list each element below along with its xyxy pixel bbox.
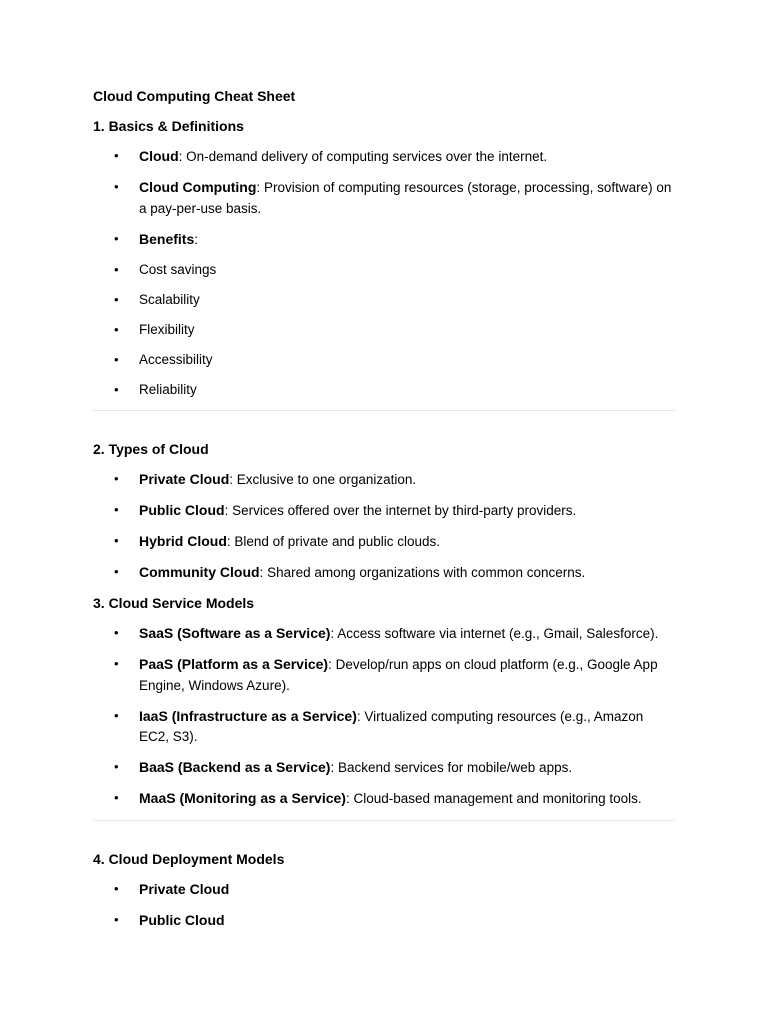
bullet-icon: • (114, 533, 119, 548)
list-item (93, 562, 675, 584)
list-item (93, 469, 675, 491)
list-item (93, 350, 675, 371)
bullet-icon: • (114, 759, 119, 774)
deployment-models-list (93, 879, 675, 932)
list-item (93, 531, 675, 553)
list-item (93, 260, 675, 281)
item-separator: : (356, 708, 365, 724)
item-description: Shared among organizations with common concerns. (267, 565, 586, 580)
bullet-icon: • (114, 291, 119, 307)
bullet-icon: • (114, 381, 119, 397)
item-separator: : (345, 791, 354, 806)
section-divider (93, 820, 675, 821)
item-term: Community Cloud (139, 564, 260, 580)
item-term: Benefits (139, 230, 195, 247)
bullet-icon: • (114, 707, 119, 723)
item-term: Hybrid Cloud (139, 533, 227, 549)
item-description: On-demand delivery of computing services over the internet. (186, 149, 548, 164)
list-item (93, 146, 675, 168)
item-separator: : (224, 503, 233, 518)
item-term: PaaS (Platform as a Service) (139, 656, 329, 672)
item-description: Virtualized computing resources (e.g., Amazon EC2, S3). (139, 708, 644, 744)
item-description: Cost savings (139, 261, 217, 277)
item-term: Public Cloud (139, 502, 225, 518)
list-item (93, 623, 675, 645)
list-item (93, 706, 675, 748)
list-item (93, 879, 675, 901)
item-separator: : (328, 657, 336, 672)
item-description: Scalability (139, 291, 200, 307)
list-item (93, 320, 675, 341)
item-term: MaaS (Monitoring as a Service) (139, 790, 346, 806)
list-item (93, 500, 675, 522)
item-description: Develop/run apps on cloud platform (e.g., Google App Engine, Windows Azure). (139, 657, 658, 693)
item-term: Cloud Computing (139, 179, 257, 195)
bullet-icon: • (114, 321, 119, 337)
item-term: IaaS (Infrastructure as a Service) (139, 707, 357, 724)
item-description: Access software via internet (e.g., Gmail, Salesforce). (337, 626, 659, 641)
item-description: Cloud-based management and monitoring tools. (353, 791, 642, 806)
item-term: Private Cloud (139, 471, 230, 487)
item-term: Private Cloud (139, 880, 230, 897)
bullet-icon: • (114, 230, 119, 246)
basics-list (93, 146, 675, 400)
list-item (93, 380, 675, 401)
list-item (93, 177, 675, 219)
list-item (93, 290, 675, 311)
bullet-icon: • (114, 261, 119, 277)
section-divider (93, 410, 675, 411)
item-separator: : (194, 231, 198, 247)
item-description: Provision of computing resources (storage, processing, software) on a pay-per-use basis. (139, 180, 672, 216)
item-description: Services offered over the internet by third-party providers. (232, 503, 577, 518)
types-list (93, 469, 675, 584)
item-separator: : (330, 626, 338, 641)
item-term: SaaS (Software as a Service) (139, 625, 331, 641)
list-item (93, 910, 675, 932)
bullet-icon: • (114, 790, 119, 805)
item-term: BaaS (Backend as a Service) (139, 759, 331, 775)
list-item (93, 654, 675, 696)
bullet-icon: • (114, 179, 119, 194)
list-item (93, 757, 675, 779)
item-term: Cloud (139, 148, 179, 164)
bullet-icon: • (114, 656, 119, 671)
document-page (93, 86, 675, 941)
item-description: Exclusive to one organization. (236, 472, 417, 487)
item-separator: : (259, 565, 268, 580)
section-heading-service-models: 3. Cloud Service Models (93, 595, 255, 611)
section-heading-basics: 1. Basics & Definitions (93, 118, 244, 134)
item-term: Public Cloud (139, 911, 225, 928)
item-description: Flexibility (139, 321, 195, 337)
section-heading-types: 2. Types of Cloud (93, 441, 209, 457)
document-title: Cloud Computing Cheat Sheet (93, 88, 296, 104)
item-separator: : (229, 472, 237, 487)
service-models-list (93, 623, 675, 810)
item-separator: : (330, 760, 338, 775)
item-description: Blend of private and public clouds. (234, 534, 441, 549)
bullet-icon: • (114, 564, 119, 579)
item-description: Reliability (139, 381, 197, 397)
bullet-icon: • (114, 911, 119, 927)
item-description: Accessibility (139, 351, 213, 367)
item-separator: : (178, 149, 187, 164)
bullet-icon: • (114, 471, 119, 486)
item-separator: : (256, 180, 264, 195)
item-description: Backend services for mobile/web apps. (337, 760, 573, 775)
bullet-icon: • (114, 351, 119, 367)
bullet-icon: • (114, 880, 119, 896)
list-item (93, 788, 675, 810)
list-item (93, 229, 675, 251)
bullet-icon: • (114, 148, 119, 163)
bullet-icon: • (114, 502, 119, 517)
section-heading-deployment-models: 4. Cloud Deployment Models (93, 850, 285, 867)
item-separator: : (226, 534, 235, 549)
bullet-icon: • (114, 625, 119, 640)
